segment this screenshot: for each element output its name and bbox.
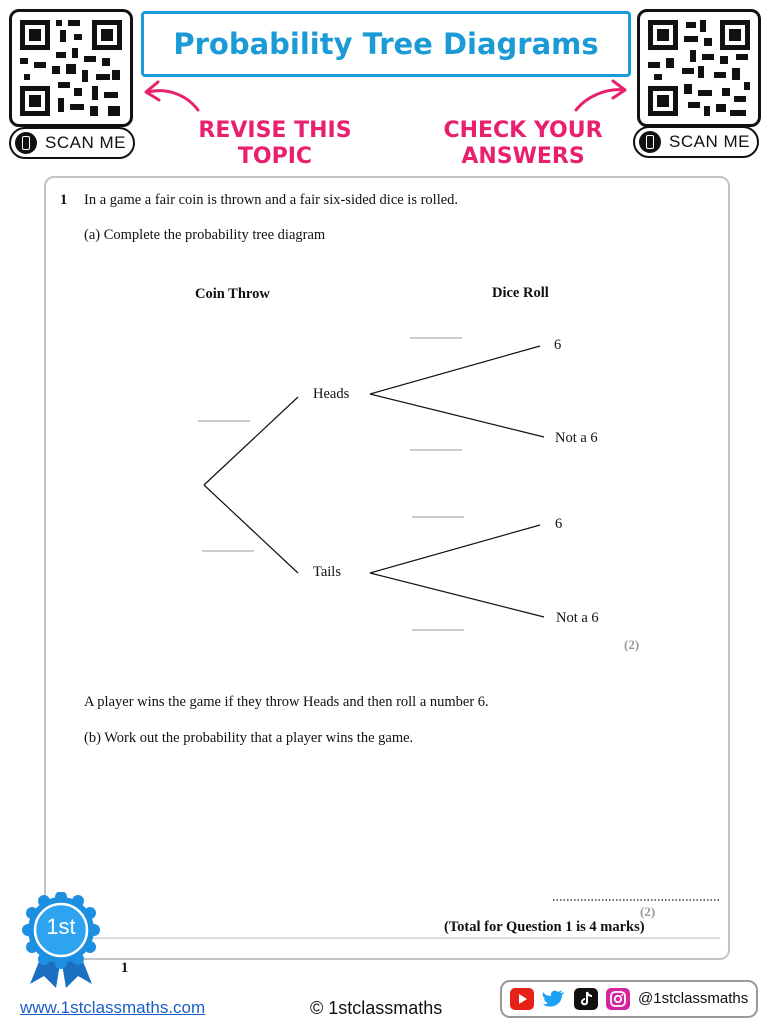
- total-marks: (Total for Question 1 is 4 marks): [444, 919, 645, 935]
- part-a-text: (a) Complete the probability tree diagram: [84, 227, 326, 243]
- scan-me-right[interactable]: SCAN ME: [633, 126, 759, 158]
- coin-throw-label: Coin Throw: [195, 286, 270, 302]
- branch-heads: [204, 397, 298, 485]
- page-number: 1: [121, 960, 129, 976]
- check-answers-link[interactable]: CHECK YOUR ANSWERS: [443, 118, 603, 169]
- marks-part-b: (2): [640, 904, 656, 919]
- first-class-badge-icon: [16, 892, 108, 988]
- twitter-icon[interactable]: [542, 988, 566, 1010]
- not-six-label-2: Not a 6: [556, 610, 599, 626]
- not-six-label-1: Not a 6: [555, 430, 598, 446]
- social-handle: @1stclassmaths: [638, 990, 749, 1007]
- branch-heads-six: [370, 346, 540, 394]
- revise-topic-link[interactable]: REVISE THIS TOPIC: [198, 118, 352, 169]
- website-link[interactable]: www.1stclassmaths.com: [20, 998, 206, 1017]
- instagram-icon[interactable]: [606, 988, 630, 1010]
- scan-me-left[interactable]: SCAN ME: [9, 127, 135, 159]
- page-title: Probability Tree Diagrams: [173, 27, 599, 61]
- question-text: In a game a fair coin is thrown and a fair six-sided dice is rolled.: [84, 192, 459, 208]
- tails-label: Tails: [313, 564, 341, 580]
- social-bar: [500, 980, 758, 1018]
- question-number: 1: [60, 192, 68, 208]
- six-label-1: 6: [554, 337, 562, 353]
- marks-part-a: (2): [624, 637, 640, 652]
- badge-label: 1st: [46, 914, 76, 939]
- part-b-text: (b) Work out the probability that a player wins the game.: [84, 730, 414, 746]
- youtube-icon[interactable]: [510, 988, 534, 1010]
- six-label-2: 6: [555, 516, 563, 532]
- branch-heads-not6: [370, 394, 544, 437]
- info-text: A player wins the game if they throw Heads and then roll a number 6.: [84, 694, 489, 710]
- heads-label: Heads: [313, 386, 350, 402]
- dice-roll-label: Dice Roll: [492, 285, 549, 301]
- branch-tails-not6: [370, 573, 544, 617]
- copyright-text: © 1stclassmaths: [310, 998, 443, 1018]
- branch-tails: [204, 485, 298, 573]
- branch-tails-six: [370, 525, 540, 573]
- tiktok-icon[interactable]: [574, 988, 598, 1010]
